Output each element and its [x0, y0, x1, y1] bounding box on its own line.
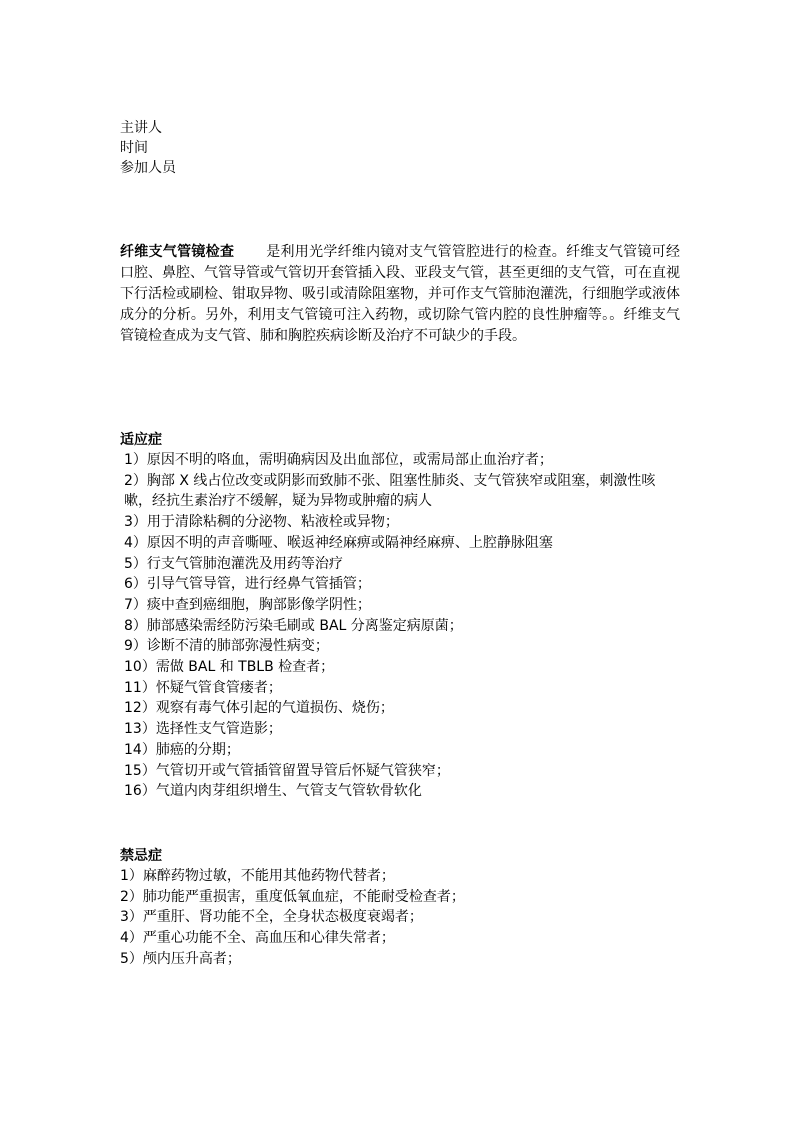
list-item: 12）观察有毒气体引起的气道损伤、烧伤；: [124, 700, 394, 717]
list-item: 10）需做 BAL 和 TBLB 检查者；: [124, 659, 335, 676]
time-label: 时间: [120, 140, 148, 156]
contraindications-list: [120, 866, 680, 970]
intro-text: 是利用光学纤维内镜对支气管管腔进行的检查。纤维支气管镜可经口腔、鼻腔、气管导管或气管切开套管插入段、亚段支气管，甚至更细的支气管，可在直视下行活检或刷检、钳取异物、吸引或清除阻塞物，并可作支气管肺泡灌洗，行细胞学或液体成分的分析。另外，利用支气管镜可注入药物，或切除气管内腔的良性肿瘤等。。纤维支气管镜检查成为支气管、肺和胸腔疾病诊断及治疗不可缺少的手段。: [120, 244, 681, 344]
contraindications-title: 禁忌症: [120, 848, 162, 864]
contraindications-section: [120, 846, 680, 970]
attendees-label: 参加人员: [120, 160, 176, 176]
list-item: 14）肺癌的分期；: [124, 741, 240, 758]
list-item: 13）选择性支气管造影；: [124, 721, 282, 738]
list-item: 3）严重肝、肾功能不全，全身状态极度衰竭者；: [120, 909, 423, 926]
list-item: 9）诊断不清的肺部弥漫性病变；: [124, 638, 329, 655]
list-item: 16）气道内肉芽组织增生、气管支气管软骨软化: [124, 783, 422, 800]
intro-paragraph: [120, 242, 680, 347]
list-item: 2）肺功能严重损害，重度低氧血症，不能耐受检查者；: [120, 888, 465, 905]
list-item: 6）引导气管导管，进行经鼻气管插管；: [124, 576, 371, 593]
list-item: 4）严重心功能不全、高血压和心律失常者；: [120, 930, 395, 947]
list-item: 4）原因不明的声音嘶哑、喉返神经麻痹或隔神经麻痹、上腔静脉阻塞: [124, 534, 553, 551]
list-item: 7）痰中查到癌细胞，胸部影像学阴性；: [124, 596, 371, 613]
indications-list: [120, 450, 680, 802]
list-item: 1）麻醉药物过敏，不能用其他药物代替者；: [120, 868, 395, 884]
list-item: 11）怀疑气管食管瘘者；: [124, 679, 282, 696]
list-item: 1）原因不明的咯血，需明确病因及出血部位，或需局部止血治疗者；: [124, 452, 553, 468]
meeting-header: [120, 118, 680, 178]
speaker-label: 主讲人: [120, 120, 162, 136]
list-item: 3）用于清除粘稠的分泌物、粘液栓或异物；: [124, 514, 399, 531]
list-item: 5）行支气管肺泡灌洗及用药等治疗: [124, 555, 343, 572]
indications-title: 适应症: [120, 432, 162, 448]
list-item: 15）气管切开或气管插管留置导管后怀疑气管狭窄；: [124, 762, 450, 779]
list-item: 8）肺部感染需经防污染毛刷或 BAL 分离鉴定病原菌；: [124, 617, 463, 634]
intro-term: 纤维支气管镜检查: [120, 244, 235, 260]
list-item: 5）颅内压升高者；: [120, 950, 241, 967]
indications-section: [120, 430, 680, 802]
list-item: 2）胸部 X 线占位改变或阴影而致肺不张、阻塞性肺炎、支气管狭窄或阻塞，刺激性咳嗽，经抗生素治疗不缓解，疑为异物或肿瘤的病人: [124, 472, 656, 510]
